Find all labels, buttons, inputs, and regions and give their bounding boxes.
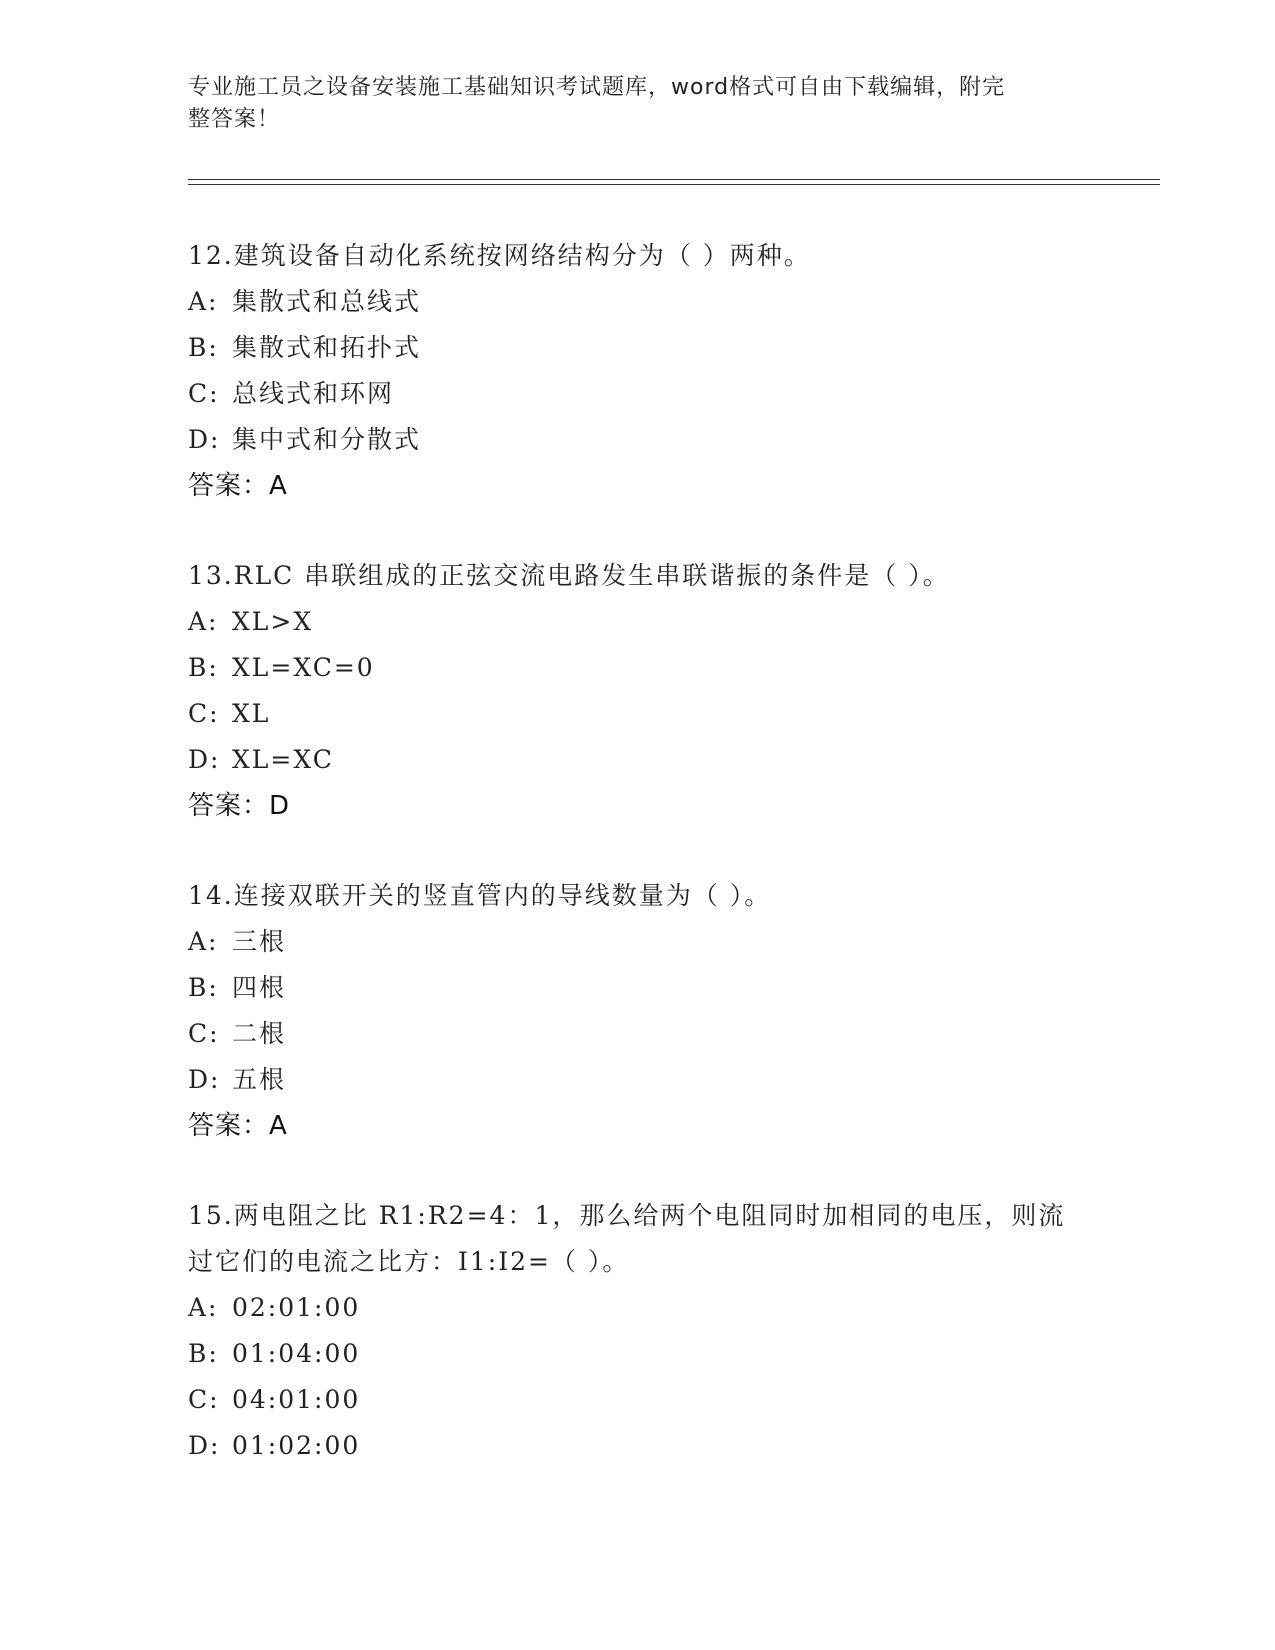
option-letter: C: — [188, 379, 220, 408]
question-stem-line-2: 过它们的电流之比方：I1:I2=（ ）。 — [188, 1247, 630, 1276]
header-line-2: 整答案！ — [188, 107, 281, 132]
option-text: 01:02:00 — [232, 1431, 361, 1460]
option-text: 集散式和拓扑式 — [232, 333, 422, 362]
option-c — [188, 1011, 1088, 1057]
option-text: XL=XC — [232, 745, 334, 774]
option-letter: A: — [188, 1293, 219, 1322]
question-12 — [188, 233, 1088, 509]
option-c — [188, 1377, 1088, 1423]
option-text: 02:01:00 — [232, 1293, 361, 1322]
option-c — [188, 691, 1088, 737]
option-text: 集中式和分散式 — [232, 425, 422, 454]
option-text: 集散式和总线式 — [232, 287, 422, 316]
option-b — [188, 965, 1088, 1011]
option-letter: B: — [188, 653, 219, 682]
header-rule-bottom — [188, 184, 1160, 185]
option-a — [188, 599, 1088, 645]
option-letter: C: — [188, 699, 220, 728]
option-text: XL>X — [232, 607, 314, 636]
option-text: 04:01:00 — [232, 1385, 361, 1414]
option-letter: D: — [188, 1065, 221, 1094]
option-letter: B: — [188, 333, 219, 362]
option-text: 四根 — [232, 973, 287, 1002]
option-a — [188, 279, 1088, 325]
option-a — [188, 1285, 1088, 1331]
option-letter: B: — [188, 973, 219, 1002]
option-letter: A: — [188, 287, 219, 316]
option-text: 三根 — [232, 927, 287, 956]
option-letter: D: — [188, 425, 221, 454]
option-letter: C: — [188, 1385, 220, 1414]
option-letter: A: — [188, 607, 219, 636]
question-14 — [188, 873, 1088, 1149]
answer-line: 答案：A — [188, 1111, 288, 1141]
document-header — [188, 72, 1068, 136]
option-text: 01:04:00 — [232, 1339, 361, 1368]
option-c — [188, 371, 1088, 417]
option-letter: D: — [188, 745, 221, 774]
question-stem-line-1: 15.两电阻之比 R1:R2=4：1，那么给两个电阻同时加相同的电压，则流 — [188, 1201, 1066, 1230]
option-text: 二根 — [232, 1019, 287, 1048]
header-rule-top — [188, 179, 1160, 180]
option-d — [188, 1057, 1088, 1103]
option-text: XL — [232, 699, 271, 728]
answer-line: 答案：A — [188, 471, 288, 501]
option-b — [188, 1331, 1088, 1377]
option-letter: B: — [188, 1339, 219, 1368]
option-letter: D: — [188, 1431, 221, 1460]
option-text: 五根 — [232, 1065, 287, 1094]
header-line-1: 专业施工员之设备安装施工基础知识考试题库，word格式可自由下载编辑，附完 — [188, 75, 1006, 100]
option-d — [188, 417, 1088, 463]
question-stem: 12.建筑设备自动化系统按网络结构分为（ ）两种。 — [188, 241, 811, 270]
option-d — [188, 737, 1088, 783]
option-letter: A: — [188, 927, 219, 956]
option-a — [188, 919, 1088, 965]
question-stem: 13.RLC 串联组成的正弦交流电路发生串联谐振的条件是（ ）。 — [188, 561, 950, 590]
question-stem: 14.连接双联开关的竖直管内的导线数量为（ ）。 — [188, 881, 772, 910]
question-13 — [188, 553, 1088, 829]
option-d — [188, 1423, 1088, 1469]
option-b — [188, 325, 1088, 371]
answer-line: 答案：D — [188, 791, 291, 821]
option-letter: C: — [188, 1019, 220, 1048]
option-text: 总线式和环网 — [232, 379, 395, 408]
question-15 — [188, 1193, 1088, 1469]
option-b — [188, 645, 1088, 691]
option-text: XL=XC=0 — [232, 653, 375, 682]
